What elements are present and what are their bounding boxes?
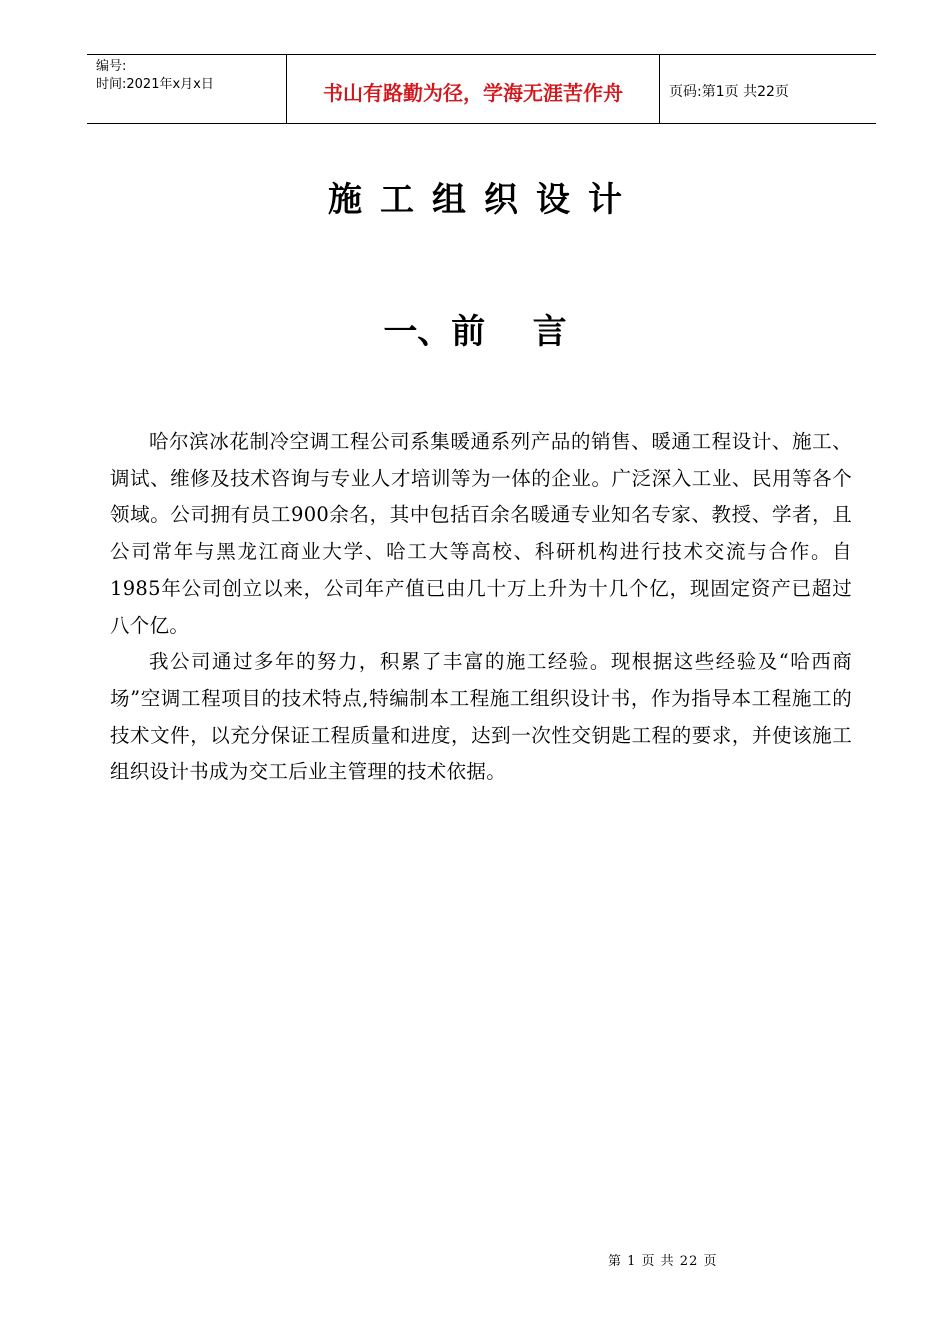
document-time-label: 时间:2021年x月x日 [96, 77, 214, 92]
document-title: 施工组织设计 [328, 180, 640, 220]
document-body [110, 424, 852, 791]
header-meta [87, 55, 287, 123]
paragraph: 哈尔滨冰花制冷空调工程公司系集暖通系列产品的销售、暖通工程设计、施工、调试、维修及技术咨询与专业人才培训等为一体的企业。广泛深入工业、民用等各个领域。公司拥有员工900余名，其中包括百余名暖通专业知名专家、教授、学者，且公司常年与黑龙江商业大学、哈工大等高校、科研机构进行技术交流与合作。自1985年公司创立以来，公司年产值已由几十万上升为十几个亿，现固定资产已超过八个亿。 [110, 430, 852, 637]
document-number-label: 编号: [96, 59, 127, 74]
page-header [87, 54, 876, 124]
page-footer: 第 1 页 共 22 页 [608, 1254, 718, 1269]
paragraph: 我公司通过多年的努力，积累了丰富的施工经验。现根据这些经验及“哈西商场”空调工程项目的技术特点,特编制本工程施工组织设计书，作为指导本工程施工的技术文件，以充分保证工程质量和进度，达到一次性交钥匙工程的要求，并使该施工组织设计书成为交工后业主管理的技术依据。 [110, 650, 852, 784]
header-motto: 书山有路勤为径，学海无涯苦作舟 [287, 55, 660, 123]
section-title: 一、前 言 [383, 312, 567, 352]
header-page-info: 页码:第1页 共22页 [669, 84, 789, 100]
